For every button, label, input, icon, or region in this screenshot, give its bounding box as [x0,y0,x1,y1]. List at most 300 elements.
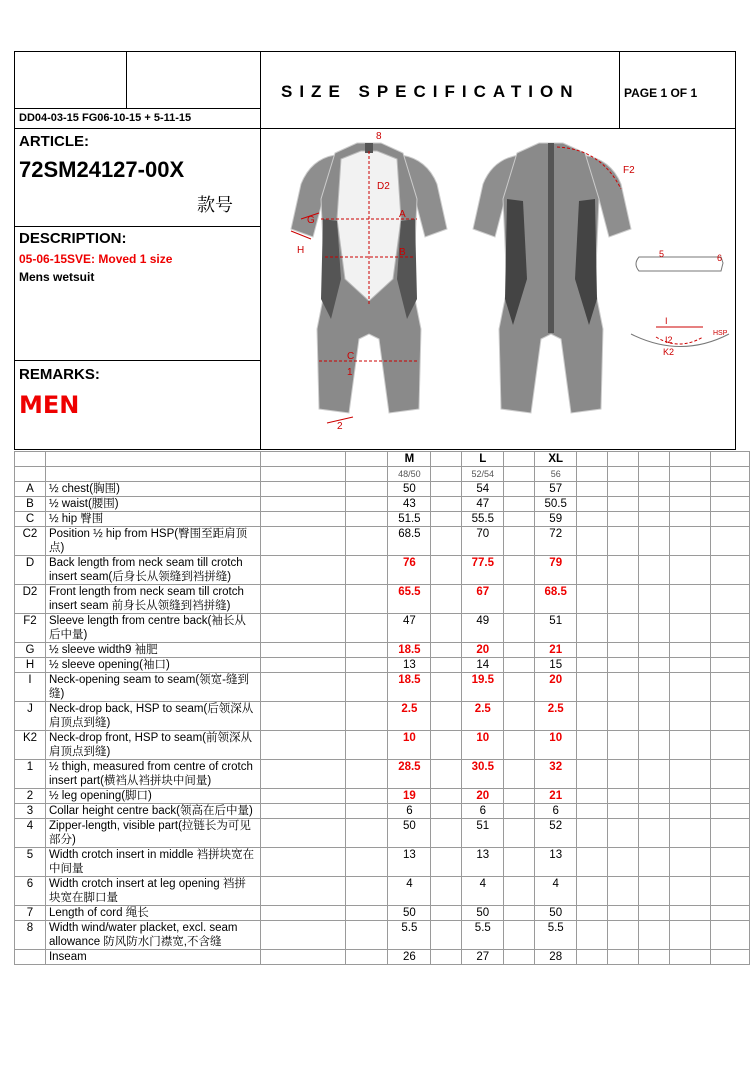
value-xl: 52 [535,819,577,848]
value-l: 20 [462,789,504,804]
empty-cell [431,673,462,702]
empty-cell [710,950,749,965]
value-xl: 20 [535,673,577,702]
remarks-label: REMARKS: [19,366,100,383]
empty-cell [710,482,749,497]
empty-cell [710,497,749,512]
empty-cell [670,452,711,467]
value-xl: 21 [535,789,577,804]
empty-cell [260,527,346,556]
empty-cell [346,819,388,848]
empty-cell [504,585,535,614]
empty-cell [431,614,462,643]
empty-cell [577,643,608,658]
measure-code: I [15,673,46,702]
empty-cell [670,702,711,731]
empty-cell [710,731,749,760]
measure-code: 4 [15,819,46,848]
empty-cell [608,731,639,760]
empty-cell [504,819,535,848]
measure-code: 1 [15,760,46,789]
measure-description: ½ waist(腰围) [45,497,260,512]
measure-description: ½ thigh, measured from centre of crotch insert part(横裆从裆拼块中间量) [45,760,260,789]
measure-description: Sleeve length from centre back(袖长从后中量) [45,614,260,643]
empty-cell [504,906,535,921]
empty-cell [639,527,670,556]
measure-code: 2 [15,789,46,804]
back-label-f2: F2 [623,165,635,176]
measure-description: Neck-opening seam to seam(领宽-缝到缝) [45,673,260,702]
value-m: 4 [388,877,431,906]
empty-cell [260,760,346,789]
empty-cell [431,467,462,482]
empty-cell [260,921,346,950]
value-m: 50 [388,906,431,921]
value-m: 18.5 [388,673,431,702]
empty-cell [608,467,639,482]
empty-cell [260,848,346,877]
empty-cell [260,643,346,658]
empty-cell [670,848,711,877]
measure-description: Position ½ hip from HSP(臀围至距肩顶点) [45,527,260,556]
empty-cell [670,658,711,673]
empty-cell [710,658,749,673]
empty-cell [504,512,535,527]
title-cell [260,51,620,129]
empty-cell [346,921,388,950]
empty-cell [710,467,749,482]
measure-code: 7 [15,906,46,921]
measure-description: Inseam [45,950,260,965]
empty-cell [431,497,462,512]
table-row [15,527,750,556]
empty-cell [608,527,639,556]
value-m: 50 [388,819,431,848]
empty-cell [431,702,462,731]
value-m: 76 [388,556,431,585]
value-xl: 50 [535,906,577,921]
empty-cell [504,760,535,789]
page-number-cell [619,51,736,129]
empty-cell [608,585,639,614]
front-label-h: H [297,245,305,256]
measure-code: C2 [15,527,46,556]
empty-cell [577,556,608,585]
empty-cell [577,497,608,512]
remarks-cell [14,360,261,450]
description-cell [14,226,261,361]
measure-code [15,950,46,965]
empty-cell [577,819,608,848]
empty-cell [431,585,462,614]
empty-cell [260,482,346,497]
empty-cell [670,497,711,512]
table-row [15,789,750,804]
back-view-illustration [473,143,729,413]
value-l: 5.5 [462,921,504,950]
front-label-a: A [399,209,406,220]
measure-description: Width wind/water placket, excl. seam allowance 防风防水门襟宽,不含缝 [45,921,260,950]
empty-cell [346,497,388,512]
empty-cell [577,731,608,760]
value-l: 77.5 [462,556,504,585]
value-l: 13 [462,848,504,877]
value-m: 47 [388,614,431,643]
empty-cell [639,950,670,965]
value-xl: 6 [535,804,577,819]
value-l: 4 [462,877,504,906]
empty-cell [710,804,749,819]
value-l: 50 [462,906,504,921]
empty-cell [670,482,711,497]
empty-cell [639,702,670,731]
empty-cell [670,804,711,819]
empty-cell [670,877,711,906]
empty-cell [431,527,462,556]
empty-cell [346,527,388,556]
measure-description: ½ sleeve opening(袖口) [45,658,260,673]
empty-cell [346,658,388,673]
empty-cell [670,760,711,789]
empty-cell [608,452,639,467]
front-label-b: B [399,247,406,258]
empty-cell [639,658,670,673]
wetsuit-diagram [261,129,735,449]
value-l: 10 [462,731,504,760]
value-m: 2.5 [388,702,431,731]
empty-cell [431,877,462,906]
empty-cell [608,497,639,512]
table-row [15,512,750,527]
empty-cell [639,482,670,497]
article-number-cn: 款号 [197,195,233,216]
empty-cell [670,614,711,643]
empty-cell [346,467,388,482]
article-number: 72SM24127-00X [19,157,185,182]
table-row [15,497,750,512]
doc-ref-cell [14,108,261,129]
empty-cell [670,512,711,527]
empty-cell [504,673,535,702]
value-xl: 57 [535,482,577,497]
table-row [15,906,750,921]
size-number: 52/54 [462,467,504,482]
value-l: 6 [462,804,504,819]
remarks-value: MEN [19,391,80,419]
doc-ref: DD04-03-15 FG06-10-15 + 5-11-15 [19,112,192,124]
value-xl: 32 [535,760,577,789]
empty-cell [431,906,462,921]
empty-cell [346,848,388,877]
value-l: 47 [462,497,504,512]
empty-cell [504,467,535,482]
value-m: 43 [388,497,431,512]
empty-cell [608,643,639,658]
front-label-c: C [347,351,355,362]
size-spec-table [14,451,750,965]
empty-cell [431,643,462,658]
measure-description: Width crotch insert at leg opening 裆拼块宽在脚口量 [45,877,260,906]
measure-description: Width crotch insert in middle 裆拼块宽在中间量 [45,848,260,877]
empty-cell [608,512,639,527]
value-l: 67 [462,585,504,614]
empty-cell [710,848,749,877]
empty-cell [504,731,535,760]
size-header-row [15,452,750,467]
empty-cell [260,950,346,965]
empty-cell [639,848,670,877]
empty-cell [710,585,749,614]
empty-cell [639,804,670,819]
article-cell [14,128,261,227]
empty-cell [260,804,346,819]
value-m: 19 [388,789,431,804]
measure-description: Zipper-length, visible part(拉链长为可见部分) [45,819,260,848]
empty-cell [710,527,749,556]
empty-cell [710,643,749,658]
value-l: 14 [462,658,504,673]
table-row [15,731,750,760]
value-xl: 59 [535,512,577,527]
empty-cell [577,906,608,921]
empty-cell [608,921,639,950]
empty-cell [346,673,388,702]
empty-cell [608,848,639,877]
empty-cell [577,673,608,702]
empty-cell [260,614,346,643]
empty-cell [346,804,388,819]
description-label: DESCRIPTION: [19,230,127,247]
empty-cell [670,467,711,482]
value-m: 51.5 [388,512,431,527]
empty-cell [504,848,535,877]
empty-cell [260,877,346,906]
empty-cell [577,658,608,673]
size-name: XL [535,452,577,467]
empty-cell [15,452,46,467]
empty-cell [670,643,711,658]
value-l: 54 [462,482,504,497]
empty-cell [431,482,462,497]
page-number: PAGE 1 OF 1 [624,86,698,100]
header-logo-cell-1 [14,51,127,109]
empty-cell [504,658,535,673]
empty-cell [710,673,749,702]
measure-code: G [15,643,46,658]
table-row [15,702,750,731]
empty-cell [431,950,462,965]
value-m: 5.5 [388,921,431,950]
empty-cell [346,760,388,789]
empty-cell [577,482,608,497]
table-row [15,585,750,614]
measure-description: Neck-drop front, HSP to seam(前领深从肩顶点到缝) [45,731,260,760]
empty-cell [577,467,608,482]
empty-cell [577,512,608,527]
measure-description: ½ hip 臀围 [45,512,260,527]
empty-cell [346,877,388,906]
size-name: L [462,452,504,467]
back-label-k2: K2 [663,347,675,357]
empty-cell [45,467,260,482]
empty-cell [608,673,639,702]
empty-cell [670,585,711,614]
empty-cell [431,848,462,877]
empty-cell [670,556,711,585]
empty-cell [710,760,749,789]
empty-cell [346,556,388,585]
description-product: Mens wetsuit [19,270,95,284]
empty-cell [639,731,670,760]
empty-cell [260,658,346,673]
empty-cell [504,527,535,556]
measure-code: 6 [15,877,46,906]
header-logo-cell-2 [126,51,261,109]
front-label-2: 2 [337,421,343,432]
empty-cell [504,614,535,643]
empty-cell [260,673,346,702]
empty-cell [710,819,749,848]
size-name: M [388,452,431,467]
empty-cell [670,921,711,950]
empty-cell [431,556,462,585]
table-row [15,673,750,702]
empty-cell [670,819,711,848]
empty-cell [639,673,670,702]
description-change-note: 05-06-15SVE: Moved 1 size [19,252,173,266]
empty-cell [577,789,608,804]
table-row [15,658,750,673]
empty-cell [431,731,462,760]
empty-cell [577,585,608,614]
value-l: 51 [462,819,504,848]
empty-cell [577,452,608,467]
empty-cell [431,760,462,789]
back-label-hsp: HSP [713,330,728,337]
empty-cell [608,819,639,848]
empty-cell [670,906,711,921]
empty-cell [710,512,749,527]
empty-cell [639,643,670,658]
empty-cell [577,702,608,731]
empty-cell [608,658,639,673]
value-xl: 21 [535,643,577,658]
empty-cell [260,467,346,482]
empty-cell [608,482,639,497]
measure-code: C [15,512,46,527]
table-row [15,556,750,585]
empty-cell [431,789,462,804]
empty-cell [639,614,670,643]
empty-cell [639,452,670,467]
empty-cell [639,921,670,950]
empty-cell [608,789,639,804]
empty-cell [577,614,608,643]
empty-cell [346,643,388,658]
empty-cell [608,614,639,643]
empty-cell [346,452,388,467]
value-xl: 5.5 [535,921,577,950]
empty-cell [431,658,462,673]
empty-cell [346,482,388,497]
empty-cell [670,950,711,965]
measure-code: J [15,702,46,731]
table-row [15,760,750,789]
back-label-i2: I2 [665,335,673,345]
measure-code: B [15,497,46,512]
empty-cell [639,789,670,804]
value-l: 49 [462,614,504,643]
empty-cell [608,760,639,789]
front-label-g: G [307,215,315,226]
empty-cell [670,731,711,760]
value-m: 28.5 [388,760,431,789]
empty-cell [260,702,346,731]
empty-cell [639,497,670,512]
empty-cell [577,877,608,906]
value-m: 13 [388,658,431,673]
value-xl: 51 [535,614,577,643]
empty-cell [639,906,670,921]
empty-cell [346,585,388,614]
empty-cell [639,467,670,482]
measure-code: D2 [15,585,46,614]
empty-cell [504,452,535,467]
table-row [15,848,750,877]
value-xl: 68.5 [535,585,577,614]
diagram-cell [260,128,736,450]
measure-code: A [15,482,46,497]
empty-cell [639,819,670,848]
empty-cell [45,452,260,467]
empty-cell [710,702,749,731]
value-xl: 2.5 [535,702,577,731]
empty-cell [431,804,462,819]
value-m: 18.5 [388,643,431,658]
back-label-5: 5 [659,249,665,259]
empty-cell [608,877,639,906]
empty-cell [577,950,608,965]
measure-description: Neck-drop back, HSP to seam(后领深从肩顶点到缝) [45,702,260,731]
empty-cell [639,877,670,906]
table-row [15,643,750,658]
empty-cell [504,921,535,950]
table-row [15,950,750,965]
size-number: 48/50 [388,467,431,482]
value-l: 20 [462,643,504,658]
empty-cell [504,482,535,497]
measure-code: 3 [15,804,46,819]
value-l: 27 [462,950,504,965]
empty-cell [639,512,670,527]
empty-cell [608,702,639,731]
empty-cell [608,906,639,921]
empty-cell [260,585,346,614]
measure-code: F2 [15,614,46,643]
empty-cell [670,673,711,702]
measure-description: Length of cord 绳长 [45,906,260,921]
measure-code: K2 [15,731,46,760]
empty-cell [577,921,608,950]
size-number-row [15,467,750,482]
table-row [15,819,750,848]
value-xl: 15 [535,658,577,673]
value-m: 65.5 [388,585,431,614]
empty-cell [260,556,346,585]
empty-cell [710,877,749,906]
measure-description: Front length from neck seam till crotch insert seam 前身长从领缝到裆拼缝) [45,585,260,614]
empty-cell [504,950,535,965]
